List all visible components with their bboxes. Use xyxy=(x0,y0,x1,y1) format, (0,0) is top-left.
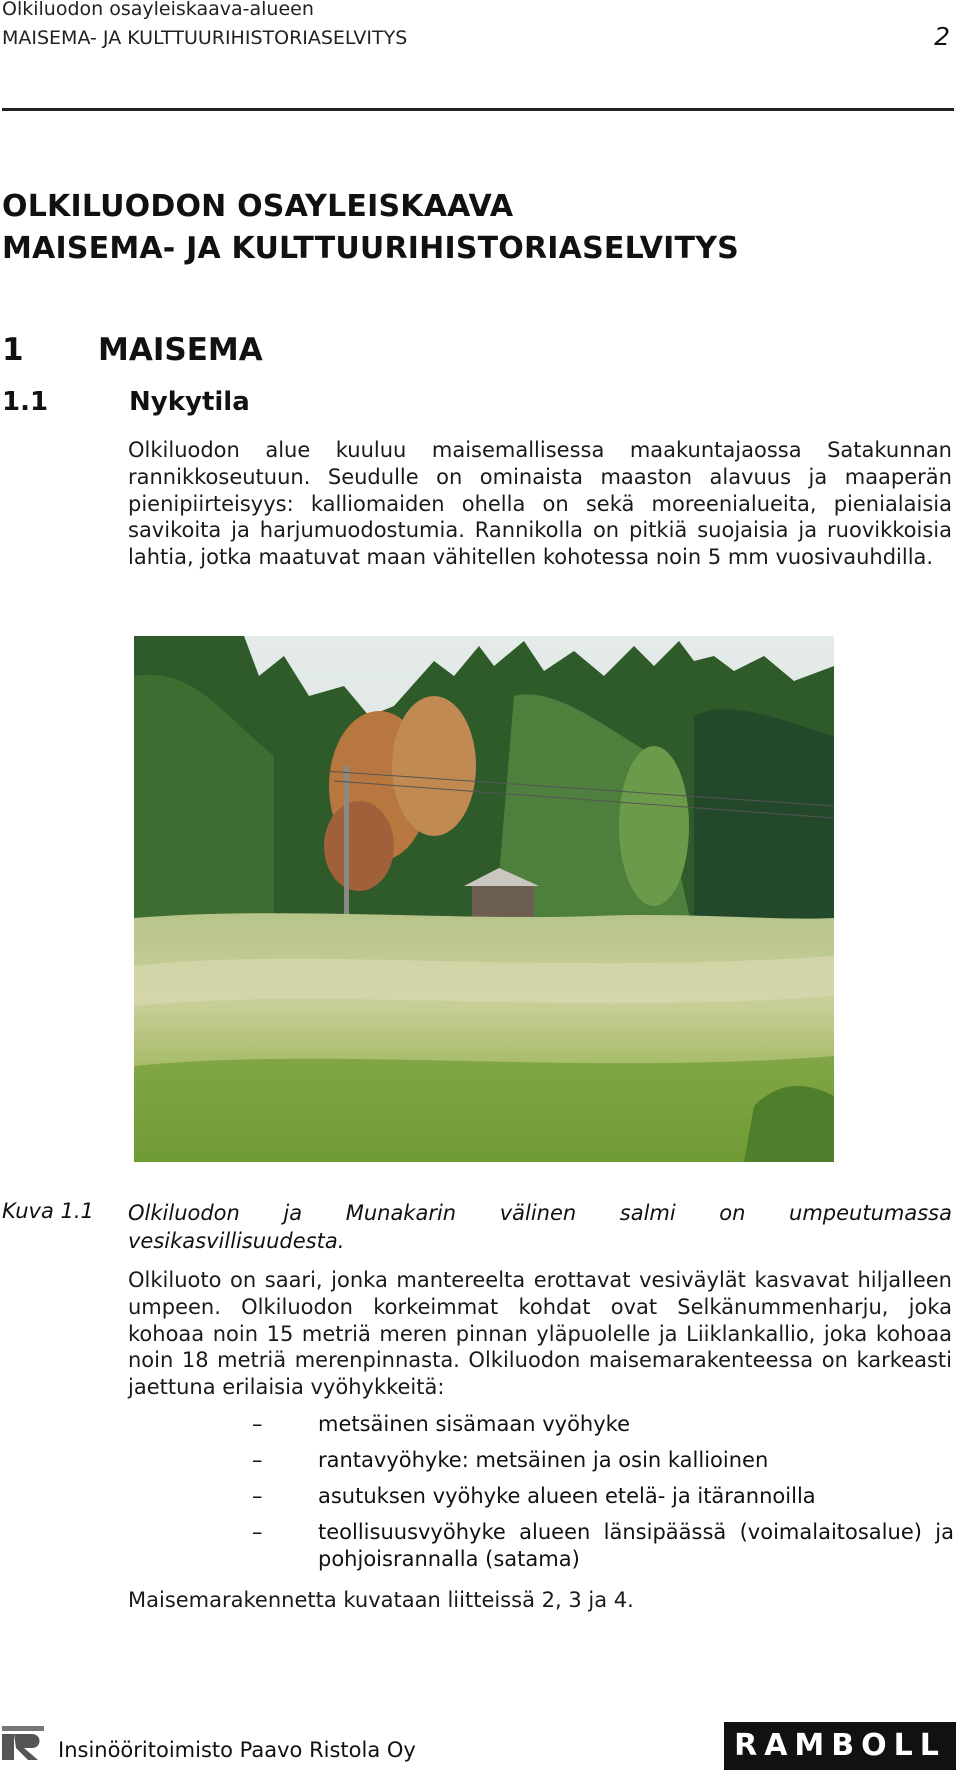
page-title-line-1: OLKILUODON OSAYLEISKAAVA xyxy=(2,189,514,224)
section-title: MAISEMA xyxy=(98,332,263,368)
list-item xyxy=(252,1483,954,1510)
page-title xyxy=(2,186,739,270)
header-document-title: Olkiluodon osayleiskaava-alueen xyxy=(2,0,314,20)
footer-company-name: Insinööritoimisto Paavo Ristola Oy xyxy=(58,1738,416,1762)
paragraph-appendix-reference: Maisemarakennetta kuvataan liitteissä 2, 3 ja 4. xyxy=(128,1588,634,1612)
subsection-number: 1.1 xyxy=(2,387,49,417)
section-heading xyxy=(2,332,263,368)
list-dash: – xyxy=(252,1520,263,1544)
list-item-text: asutuksen vyöhyke alueen etelä- ja itärannoilla xyxy=(318,1484,816,1508)
figure-label: Kuva 1.1 xyxy=(2,1199,94,1223)
list-item xyxy=(252,1519,954,1573)
page-number: 2 xyxy=(934,22,950,51)
figure-caption: Olkiluodon ja Munakarin välinen salmi on umpeutumassa vesikasvillisuudesta. xyxy=(128,1201,952,1253)
landscape-photo xyxy=(134,636,834,1162)
list-item xyxy=(252,1447,954,1474)
list-dash: – xyxy=(252,1448,263,1472)
paragraph-landscape-intro: Olkiluodon alue kuuluu maisemallisessa maakuntajaossa Satakunnan rannikkoseutuun. Seudulle on ominaista maaston alavuus ja maaperän pienipiirteisyys: kalliomaiden ohella on sekä moreenialueita, pienialaisia savikoita ja harjumuodostumia. Rannikolla on pitkiä suojaisia ja ruovikkoisia lahtia, jotka maatuvat maan vähitellen kohotessa noin 5 mm vuosivauhdilla. xyxy=(128,438,952,570)
paragraph-landscape-structure: Olkiluoto on saari, jonka mantereelta erottavat vesiväylät kasvavat hiljalleen umpeen. Olkiluodon korkeimmat kohdat ovat Selkänummenharju, joka kohoaa noin 15 metriä meren pinnan yläpuolelle ja Liiklankallio, joka kohoaa noin 18 metriä merenpinnasta. Olkiluodon maisemarakenteessa on karkeasti jaettuna erilaisia vyöhykkeitä: xyxy=(128,1268,952,1400)
section-number: 1 xyxy=(2,332,24,368)
page-title-line-2: MAISEMA- JA KULTTUURIHISTORIASELVITYS xyxy=(2,231,739,266)
header-divider xyxy=(2,108,954,111)
list-item xyxy=(252,1411,954,1438)
header-document-subtitle: MAISEMA- JA KULTTUURIHISTORIASELVITYS xyxy=(2,27,408,49)
zone-list xyxy=(252,1411,954,1582)
list-dash: – xyxy=(252,1484,263,1508)
subsection-heading xyxy=(2,387,250,417)
list-item-text: teollisuusvyöhyke alueen länsipäässä (voimalaitosalue) ja pohjoisrannalla (satama) xyxy=(318,1520,954,1571)
list-item-text: rantavyöhyke: metsäinen ja osin kallioinen xyxy=(318,1448,769,1472)
list-dash: – xyxy=(252,1412,263,1436)
subsection-title: Nykytila xyxy=(129,387,250,417)
list-item-text: metsäinen sisämaan vyöhyke xyxy=(318,1412,631,1436)
company-logo-icon xyxy=(2,1726,44,1760)
ramboll-logo: RAMBOLL xyxy=(724,1722,956,1770)
